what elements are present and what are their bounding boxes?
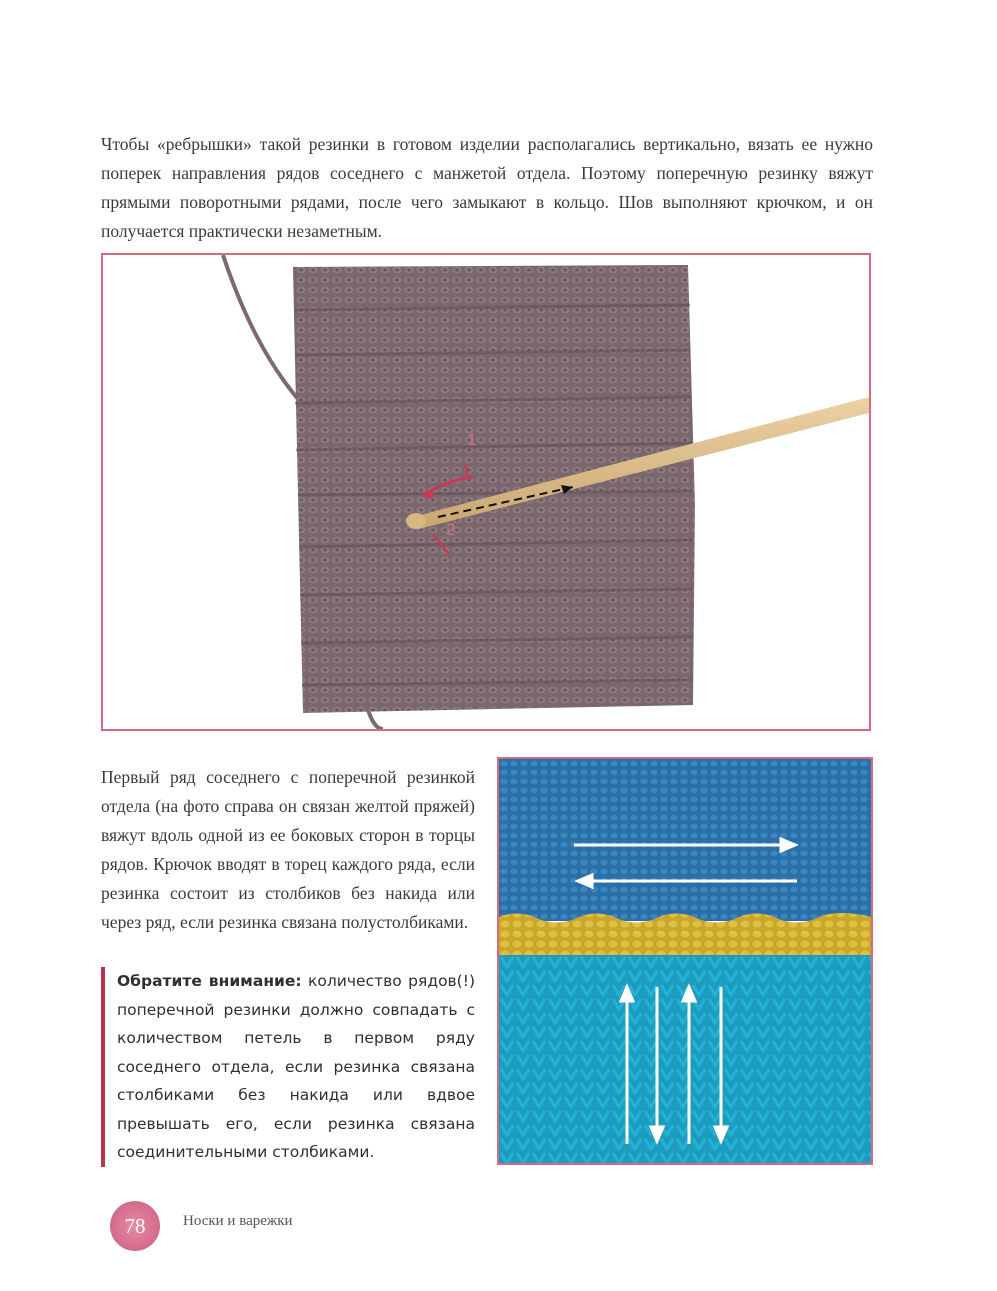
page-number: 78 [124, 1213, 146, 1238]
step-2-label: 2 [446, 520, 456, 539]
section-title: Носки и варежки [183, 1213, 293, 1229]
page-number-badge [110, 1201, 160, 1251]
swatch-fabric [293, 265, 695, 713]
blue-band [499, 759, 871, 921]
note-lead: Обратите внимание: [117, 972, 302, 990]
intro-paragraph: Чтобы «ребрышки» такой резинки в готовом изделии располагались вертикально, вязать ее нужно поперек направления рядов соседнего с манжетой отдела. Поэтому поперечную резинку вяжут прямыми поворотными рядами, после чего замыкают в кольцо. Шов выполняют крючком, и он получается практически незаметным. [101, 134, 873, 241]
crochet-swatch-photo [101, 253, 871, 731]
note-text: количество рядов(!) поперечной резинки должно совпадать с количеством петель в первом ряду соседнего отдела, если резинка связана столбиками без накида или вдвое превышать его, если резинка связана соединительными столбиками. [117, 972, 475, 1161]
attention-note [101, 967, 475, 1167]
teal-band [499, 955, 871, 1163]
step-1-label: 1 [467, 430, 477, 449]
knit-bands-photo [497, 757, 873, 1165]
side-paragraph: Первый ряд соседнего с поперечной резинкой отдела (на фото справа он связан желтой пряжей) вяжут вдоль одной из ее боковых сторон в торцы рядов. Крючок вводят в торец каждого ряда, если резинка состоит из столбиков без накида или через ряд, если резинка связана полустолбиками. [101, 767, 475, 932]
knit-bands-illustration [499, 759, 871, 1163]
crochet-swatch-illustration [103, 255, 869, 729]
